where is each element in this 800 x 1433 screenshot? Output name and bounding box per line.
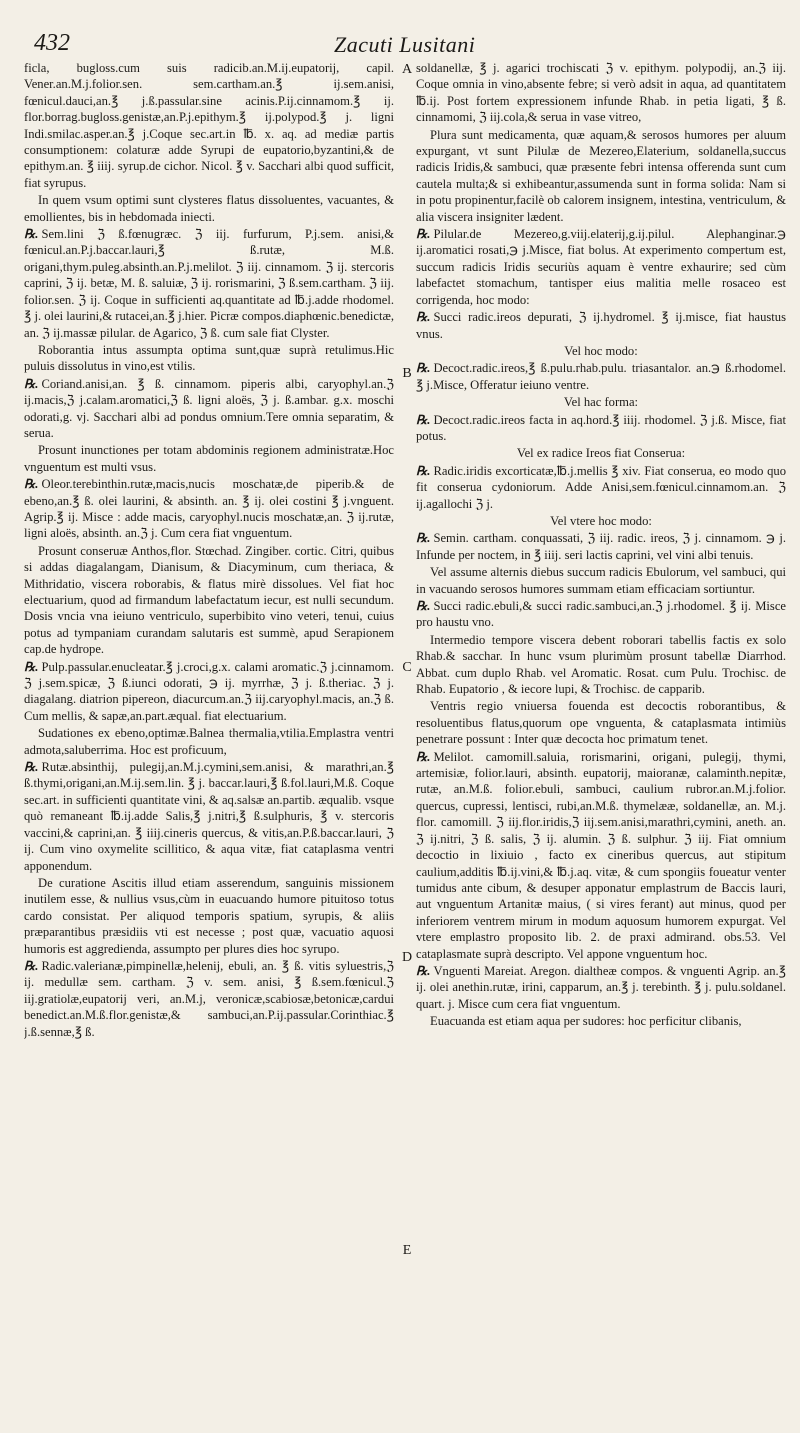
paragraph-text: Decoct.radic.ireos,℥ ß.pulu.rhab.pulu. triasantalor. an.℈ ß.rhodomel. ℥ j.Misce, Offeratur ieiuno ventre. [416,361,786,392]
text-paragraph [416,513,786,529]
text-paragraph [24,192,394,225]
paragraph-text: Succi radic.ebuli,& succi radic.sambuci,an.ℨ j.rhodomel. ℥ ij. Misce pro haustu vno. [416,599,786,630]
recipe-symbol: ℞. [416,310,431,325]
recipe-symbol: ℞. [416,412,431,427]
paragraph-text: In quem vsum optimi sunt clysteres flatus dissoluentes, vacuantes, & emollientes, bis in hebdomada iniecti. [24,193,394,224]
text-paragraph [416,343,786,359]
text-paragraph [416,445,786,461]
paragraph-text: soldanellæ, ℥ j. agarici trochiscati ℨ v. epithym. polypodij, an.ℨ iij. Coque omnia in vino,absente febre; si verò adsit in aqua, ad quantitatem ℔.ij. Post fortem expressionem infunde Rhab. in petia ligati, ℥ ß. cinnamomi, ℨ iij.cola,& serua in vase vitreo, [416,61,786,125]
prescription-paragraph [416,598,786,631]
text-paragraph [416,127,786,225]
text-paragraph [24,442,394,475]
recipe-symbol: ℞. [24,227,39,242]
recipe-symbol: ℞. [24,958,39,973]
paragraph-text: Oleor.terebinthin.rutæ,macis,nucis moschatæ,de piperib.& de ebeno,an.℥ ß. olei laurini, & absinth. an. ℥ ij. olei costini ℥ j.vnguent. Agrip.℥ ij. Misce : adde macis, caryophyl.nucis moschatæ,an. ℨ ij.rutæ, ligni aloës, absinth. an.ℨ j. Cum cera fiat vnguentum. [24,477,394,541]
prescription-paragraph [24,226,394,341]
paragraph-text: ficla, bugloss.cum suis radicib.an.M.ij.eupatorij, capil. Vener.an.M.j.folior.sen. sem.cartham.an.℥ ij.sem.anisi, fœnicul.dauci,an.℥ j.ß.passular.sine acinis.P.ij.cinnamom.℥ ij. flor.borrag.bugloss.genistæ,an.P.j.epithym.℥ ij.polypod.℥ j. ligni Indi.smilac.asper.an.℥ j.Coque sec.art.in ℔. x. aq. ad mediæ partis consumptionem: colaturæ adde Syrupi de eupatorio,byzantini,& de epithym.an. ℥ iiij. syrup.de cichor. Nicol. ℥ v. Sacchari albi quod sufficit, fiat syrupus. [24,61,394,190]
margin-letter-c: C [402,660,412,675]
prescription-paragraph [416,226,786,308]
margin-letter-d: D [401,950,413,965]
paragraph-text: Plura sunt medicamenta, quæ aquam,& serosos humores per aluum expurgant, vt sunt Pilulæ de Mezereo,Elaterium, soldanella,succus radicis Iridis,& sambuci, quæ præsente febri intensa offerenda sunt cum cautela multa;& si exhibeantur,assumenda sunt in forma solida: Nam si in potu propinentur,facilè ob calorem insignem, intestina, ventriculum, & alia viscera insigniter lædent. [416,127,786,224]
prescription-paragraph [416,530,786,563]
paragraph-text: Pulp.passular.enucleatar.℥ j.croci,g.x. calami aromatic.ℨ j.cinnamom. ℨ j.sem.spicæ, ℨ ß.iunci odorati, ℈ ij. myrrhæ, ℨ j. ß.theriac. ℨ j. diagalang. diatrion pipereon, diacurcum.an.ℨ iij.caryophyl.macis, an.ℨ ß. Cum mellis, & sapæ,an.part.æqual. fiat electuarium. [24,659,394,723]
recipe-symbol: ℞. [416,361,431,376]
prescription-paragraph [416,309,786,342]
recipe-symbol: ℞. [416,599,431,613]
margin-letter-e: E [402,1243,412,1258]
margin-letter-b: B [402,366,412,381]
text-paragraph [416,632,786,698]
text-paragraph [24,60,394,191]
prescription-paragraph [24,759,394,874]
paragraph-text: Vel ex radice Ireos fiat Conserua: [516,446,686,461]
paragraph-text: Intermedio tempore viscera debent roborari tabellis factis ex solo Rhab.& sacchar. In hunc vsum plurimùm prosunt tabellæ Diarrhod. Abbat. cum duplo Rhab. vel Aromatic. Rosat. cum Pulu. Trochisc. de Rhab. Eupatorio , & iecore lupi, & Trochisc. de capparib. [416,632,786,697]
paragraph-text: Prosunt inunctiones per totam abdominis regionem administratæ.Hoc vnguentum est multi vsus. [24,443,394,474]
paragraph-text: De curatione Ascitis illud etiam asserendum, sanguinis missionem inutilem esse, & nullius vsus,cùm in euacuando humore pituitoso totus cardo consistat. Per aliquod temporis spatium, syrupis, & aliis præparantibus præsidiis vti est necesse ; post quæ, vacuatio aquosi humoris est aggredienda, assumpto per plures dies hoc syrupo. [24,875,394,956]
paragraph-text: Euacuanda est etiam aqua per sudores: hoc perficitur clibanis, [430,1014,742,1029]
paragraph-text: Semin. cartham. conquassati, ℨ iij. radic. ireos, ℨ j. cinnamom. ℈ j. Infunde per noctem, in ℥ iiij. seri lactis caprini, vel vini albi tenuis. [416,531,786,562]
paragraph-text: Vel assume alternis diebus succum radicis Ebulorum, vel sambuci, qui in vacuando serosos humores summam etiam efficaciam sortiuntur. [416,565,786,596]
prescription-paragraph [416,749,786,962]
paragraph-text: Sem.lini ℨ ß.fœnugræc. ℨ iij. furfurum, P.j.sem. anisi,& fœnicul.an.P.j.baccar.lauri,℥ ß.rutæ, M.ß. origani,thym.puleg.absinth.an.P.j.melilot. ℨ iij. cinnamom. ℨ ij. stercoris caprini, ℨ ij. betæ, M. ß. saluiæ, ℨ ij. rorismarini, ℨ ß.sem.cartham. ℨ iij. folior.sen. ℨ ij. Coque in sufficienti aq.quantitate ad ℔.j.adde rhodomel. ℥ j. olei laurini,& rutacei,an.℥ j.hier. Picræ compos.diaphœnic.benedictæ, an. ℨ ij.massæ pilular. de Agarico, ℨ ß. cum sale fiat Clyster. [24,227,394,340]
paragraph-text: Vel hoc modo: [564,343,638,358]
recipe-symbol: ℞. [416,963,431,978]
paragraph-text: Pilular.de Mezereo,g.viij.elaterij,g.ij.pilul. Alephanginar.℈ ij.aromatici rosati,℈ j.Misce, fiat bolus. At experimento compertum est, succum radicis Iridis securiùs aquam è ventre exhaurire; sed cùm labefactet stomachum, tantisper eius malitia melle rosaceo est corrigenda, hoc modo: [416,227,786,307]
page-header [24,22,786,60]
left-column [24,60,400,1420]
text-paragraph [24,725,394,758]
recipe-symbol: ℞. [24,477,39,492]
recipe-symbol: ℞. [24,376,39,391]
prescription-paragraph [416,463,786,512]
text-paragraph [416,1013,786,1029]
paragraph-text: Ventris regio vniuersa fouenda est decoctis roborantibus, & resoluentibus flatus,quorum ope vnguenta, & cataplasmata intimiùs penetrare possunt : Inter quæ decocta hoc primatum tenet. [416,699,786,747]
prescription-paragraph [24,958,394,1040]
paragraph-text: Prosunt conseruæ Anthos,flor. Stœchad. Zingiber. cortic. Citri, quibus si addas diagalangam, Dianisum, & Diacyminum, cum theriaca, & Mithridatio, viscera roborabis, & flatus mirè dissolues. Vel fiat hoc electuarium, quod ad firmandum labefactatum iecur, est nulli secundum. Dosis vncia vna ieiuno ventriculo, superbibito vino veteri, tenui, cuius potus ad tympaniam curandam salutaris est summè, apud Serapionem cap.de hydrope. [24,543,394,657]
recipe-symbol: ℞. [416,531,431,546]
paragraph-text: Vnguenti Mareiat. Aregon. dialtheæ compos. & vnguenti Agrip. an.℥ ij. olei anethin.rutæ, irini, capparum, an.℥ j. terebinth. ℥ j. pulu.soldanel. quart. j. Misce cum cera fiat vnguentum. [416,963,786,1011]
right-column [410,60,786,1420]
margin-letter-a: A [401,62,413,77]
prescription-paragraph [24,659,394,725]
recipe-symbol: ℞. [24,659,39,674]
paragraph-text: Roborantia intus assumpta optima sunt,quæ suprà retulimus.Hic puluis dissolutus in vino,est vtilis. [24,342,394,374]
paragraph-text: Vel hac forma: [563,395,639,410]
paragraph-text: Succi radic.ireos depurati, ℨ ij.hydromel. ℥ ij.misce, fiat haustus vnus. [416,310,786,341]
paragraph-text: Radic.valerianæ,pimpinellæ,helenij, ebuli, an. ℥ ß. vitis syluestris,ℨ ij. medullæ sem. cartham. ℨ v. sem. anisi, ℥ ß.sem.fœnicul.ℨ iij.gratiolæ,eupatorij veri, an.M.j, veronicæ,scabiosæ,betonicæ,cardui benedict.an.M.ß.flor.genistæ,& sambuci,an.P.ij.passular.Corinthiac.℥ j.ß.sennæ,℥ ß. [24,958,394,1039]
text-paragraph [416,394,786,410]
recipe-symbol: ℞. [416,749,431,764]
margin-letters [397,60,417,1420]
prescription-paragraph [416,963,786,1012]
text-paragraph [416,698,786,747]
paragraph-text: Vel vtere hoc modo: [550,513,652,528]
paragraph-text: Melilot. camomill.saluia, rorismarini, origani, pulegij, thymi, artemisiæ, folior.lauri, absinth. eupatorij, maioranæ, calaminth.nepitæ, rutæ, an.M.ß. folior.ebuli, sambuci, caulium rubror.an.M.j.folior. quercus, cupressi, lentisci, rubi,an.M.ß. thymelææ, soldanellæ, an. M.j. flor. camomill. ℨ iij.flor.iridis,ℨ iij.sem.anisi,marathri,cymini, aneth. an. ℨ ij.nitri, ℨ ß. salis, ℨ ij. alumin. ℨ ß. sulphur. ℨ iij. Fiat omnium decoctio in lixiuio , facto ex cineribus quercus, aut stipitum caulium,additis ℔.ij.vini,& ℔.j.aq. vitæ, & cum spongiis foueatur venter tumidus ante cibum, & desuper apponatur emplastrum de Baccis lauri, aut vnguentum Artanitæ maius, ( si vires ferant) aut minus, quod per inferiorem ventrem mirum in modum aquosum humorem expurgat. Vel vtere emplastro proposito lib. 2. de praxi admirand. obs.53. Vel cataplasmate suprà descripto. Vel appone vnguentum hoc. [416,749,786,961]
text-paragraph [416,60,786,126]
paragraph-text: Sudationes ex ebeno,optimæ.Balnea thermalia,vtilia.Emplastra ventri admota,saluberrima. Hoc est proficuum, [24,726,394,757]
paragraph-text: Radic.iridis excorticatæ,℔.j.mellis ℥ xiv. Fiat conserua, eo modo quo fit conserua cydoniorum. Adde Anisi,sem.fœnicul.cinnamom.an. ℨ ij.agallochi ℨ j. [416,463,786,511]
paragraph-text: Coriand.anisi,an. ℥ ß. cinnamom. piperis albi, caryophyl.an.ℨ ij.macis,ℨ j.calam.aromatici,ℨ ß. ligni aloës, ℨ j. ß.ambar. g.x. moschi odorati,g. vj. Sacchari albi ad pondus omnium.Tere omnia separatim, & serua. [24,376,394,440]
running-title: Zacuti Lusitani [334,32,476,57]
recipe-symbol: ℞. [416,227,431,242]
recipe-symbol: ℞. [24,760,39,775]
prescription-paragraph [416,412,786,445]
page-number: 432 [34,30,70,56]
text-paragraph [24,875,394,957]
prescription-paragraph [24,376,394,442]
text-paragraph [24,342,394,375]
text-columns [24,60,786,1420]
text-paragraph [416,564,786,597]
text-paragraph [24,543,394,658]
prescription-paragraph [416,360,786,393]
prescription-paragraph [24,476,394,542]
paragraph-text: Rutæ.absinthij, pulegij,an.M.j.cymini,sem.anisi, & marathri,an.℥ ß.thymi,origani,an.M.ij.sem.lin. ℥ j. baccar.lauri,℥ ß.fol.lauri,M.ß. Coque sec.art. in sufficienti quantitate vini, & aq.salsæ an.partib. æqualib. vsque quò remaneant ℔.ij.adde Salis,℥ j.nitri,℥ ß.sulphuris, ℥ v. stercoris vaccini,& caprini,an. ℥ iiij.cineris quercus, & vitis,an.P.ß.baccar.lauri, ℨ ij. Cum vino oxymelite scillitico, & aqua vitæ, fiat cataplasma ventri apponendum. [24,760,394,873]
recipe-symbol: ℞. [416,463,431,478]
paragraph-text: Decoct.radic.ireos facta in aq.hord.℥ iiij. rhodomel. ℨ j.ß. Misce, fiat potus. [416,412,786,443]
